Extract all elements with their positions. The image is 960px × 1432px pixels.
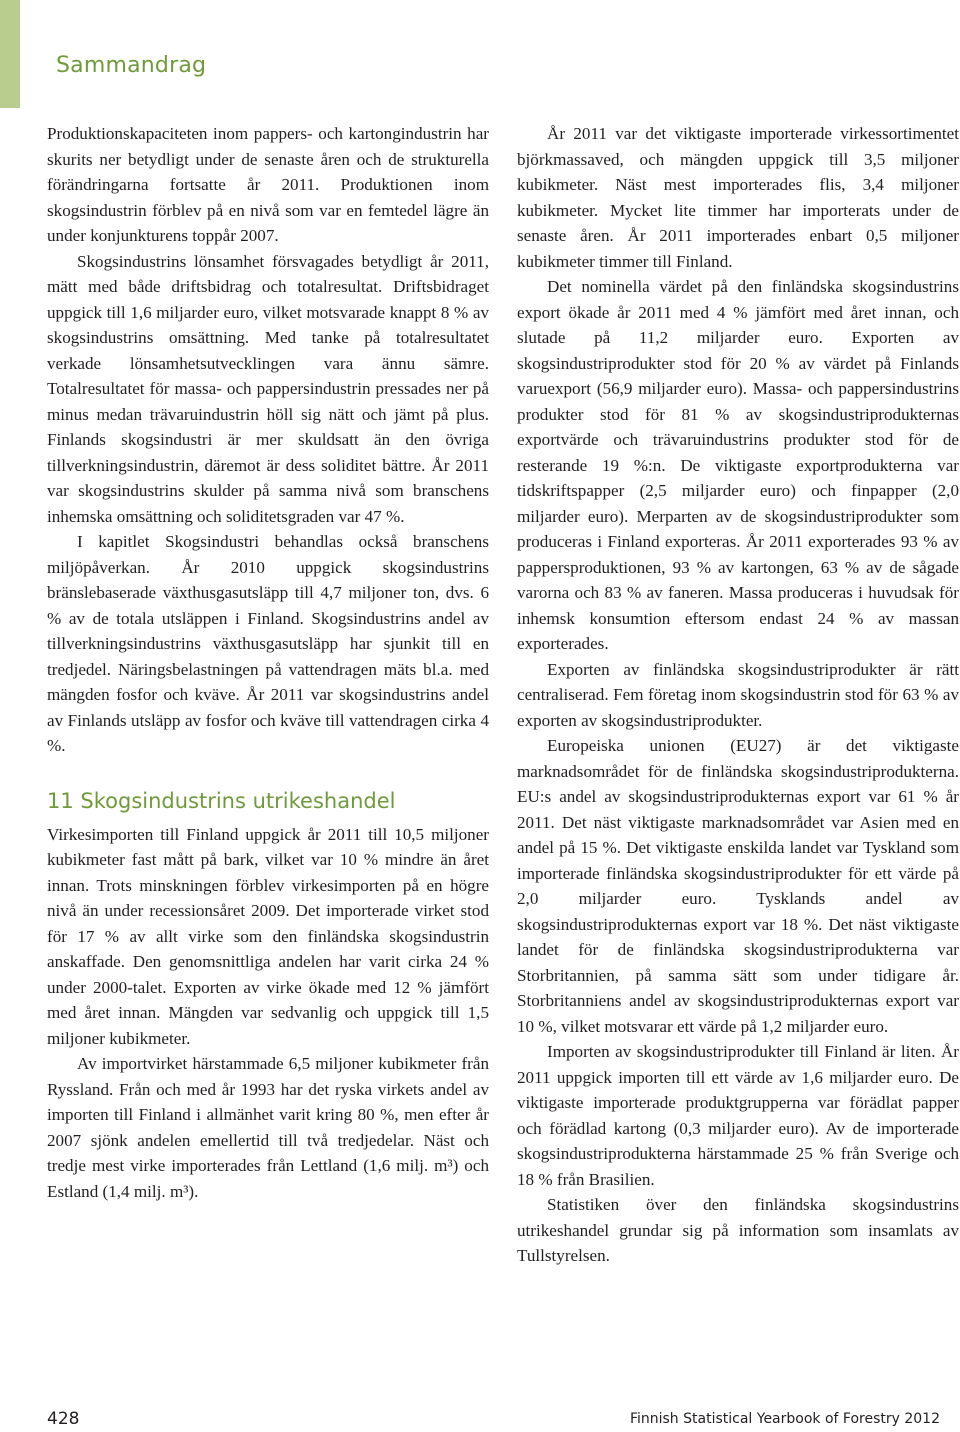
- publication-title: Finnish Statistical Yearbook of Forestry 2012: [629, 1411, 940, 1427]
- page-number: 428: [47, 1409, 80, 1429]
- summary-paragraph-1: Produktionskapaciteten inom pappers- och kartongindustrin har skurits ner betydligt under de senaste åren och de strukturella förändringarna fortsatte år 2011. Produktionen inom skogsindustrin förblev på en nivå som var en femtedel lägre än under konjunkturens toppår 2007.: [47, 124, 489, 245]
- right-paragraph-2: Det nominella värdet på den finländska skogsindustrins export ökade år 2011 med 4 % jämfört med året innan, och slutade på 11,2 miljarder euro. Exporten av skogsindustriprodukter stod för 20 % av värdet på Finlands varuexport (56,9 miljarder euro). Massa- och pappersindustrins produkter stod för 81 % av skogsindustriprodukternas exportvärde och trävaruindustrins produkter stod för de resterande 19 %:n. De viktigaste exportprodukterna var tidskriftspapper (2,5 miljarder euro) och finpapper (2,0 miljarder euro). Merparten av de skogsindustriprodukter som produceras i Finland exporteras. År 2011 exporterades 93 % av pappersproduktionen, 93 % av kartongen, 63 % av de sågade varorna och 83 % av faneren. Massa produceras i huvudsak för inhemsk konsumtion eftersom endast 24 % av massan exporterades.: [517, 277, 959, 653]
- summary-paragraph-3: I kapitlet Skogsindustri behandlas också branschens miljöpåverkan. År 2010 uppgick skogsindustrins bränslebaserade växthusgasutsläpp till 4,7 miljoner ton, dvs. 6 % av de totala utsläppen i Finland. Skogsindustrins andel av tillverkningsindustrins växthusgasutsläpp har sjunkit till en tredjedel. Näringsbelastningen på vattendragen mäts bl.a. med mängden fosfor och kväve. År 2011 var skogsindustrins andel av Finlands utsläpp av fosfor och kväve till vattendragen cirka 4 %.: [47, 532, 489, 755]
- left-column: [47, 121, 489, 1204]
- section-color-bar: [0, 0, 20, 108]
- chapter-paragraph-1: Virkesimporten till Finland uppgick år 2011 till 10,5 miljoner kubikmeter fast mått på bark, vilket var 10 % mindre än året innan. Trots minskningen förblev virkesimporten på en högre nivå än under recessionsåret 2009. Det importerade virket stod för 17 % av allt virke som den finländska skogsindustrin anskaffade. Den genomsnittliga andelen har varit cirka 24 % under 2000-talet. Exporten av virke ökade med 12 % jämfört med året innan. Mängden var sedvanlig och uppgick till 1,5 miljoner kubikmeter.: [47, 824, 489, 1048]
- right-column: [517, 121, 959, 1269]
- right-paragraph-4: Europeiska unionen (EU27) är det viktigaste marknadsområdet för de finländska skogsindustriprodukterna. EU:s andel av skogsindustriprodukternas export var 61 % år 2011. Det näst viktigaste marknadsområdet var Asien med en andel på 15 %. Det viktigaste enskilda landet var Tyskland som importerade finländska skogsindustriprodukter för ett värde på 2,0 miljarder euro. Tysklands andel av skogsindustriprodukternas export var 18 %. Det näst viktigaste landet för de finländska skogsindustriprodukterna var Storbritannien, på samma sätt som under tidigare år. Storbritanniens andel av skogsindustriprodukternas export var 10 %, vilket motsvarar ett värde på 1,2 miljarder euro.: [517, 736, 959, 1036]
- summary-paragraph-2: Skogsindustrins lönsamhet försvagades betydligt år 2011, mätt med både driftsbidrag och totalresultat. Driftsbidraget uppgick till 1,6 miljarder euro, vilket motsvarade knappt 8 % av skogsindustrins omsättning. Med tanke på totalresultatet verkade lönsamhetsutvecklingen vara ännu sämre. Totalresultatet för massa- och pappersindustrin pressades ner på minus medan trävaruindustrin höll sig nätt och jämt på plus. Finlands skogsindustri är mer skuldsatt än den övriga tillverkningsindustrin, däremot är dess soliditet bättre. År 2011 var skogsindustrins skulder på samma nivå som branschens inhemska omsättning och soliditetsgraden var 47 %.: [47, 251, 489, 526]
- chapter-heading: 11 Skogsindustrins utrikeshandel: [47, 788, 396, 813]
- chapter-paragraph-2: Av importvirket härstammade 6,5 miljoner kubikmeter från Ryssland. Från och med år 1993 har det ryska virkets andel av importen till Finland i allmänhet varit kring 80 %, men efter år 2007 sjönk andelen emellertid till två tredjedelar. Näst och tredje mest virke importerades från Lettland (1,6 milj. m³) och Estland (1,4 milj. m³).: [47, 1054, 489, 1201]
- right-paragraph-5: Importen av skogsindustriprodukter till Finland är liten. År 2011 uppgick importen till ett värde av 1,6 miljarder euro. De viktigaste importerade produktgrupperna var förädlat papper och förädlad kartong (0,3 miljarder euro). Av de importerade skogsindustriprodukterna härstammade 25 % från Sverige och 18 % från Brasilien.: [517, 1042, 959, 1189]
- right-paragraph-1: År 2011 var det viktigaste importerade virkessortimentet björkmassaved, och mängden uppgick till 3,5 miljoner kubikmeter. Näst mest importerades flis, 3,4 miljoner kubikmeter. Mycket lite timmer har importerats under de senaste åren. År 2011 importerades enbart 0,5 miljoner kubikmeter timmer till Finland.: [517, 124, 959, 271]
- section-title: Sammandrag: [56, 53, 207, 78]
- right-paragraph-3: Exporten av finländska skogsindustriprodukter är rätt centraliserad. Fem företag inom skogsindustrin stod för 63 % av exporten av skogsindustriprodukter.: [517, 659, 959, 730]
- right-paragraph-6: Statistiken över den finländska skogsindustrins utrikeshandel grundar sig på information som insamlats av Tullstyrelsen.: [517, 1195, 959, 1265]
